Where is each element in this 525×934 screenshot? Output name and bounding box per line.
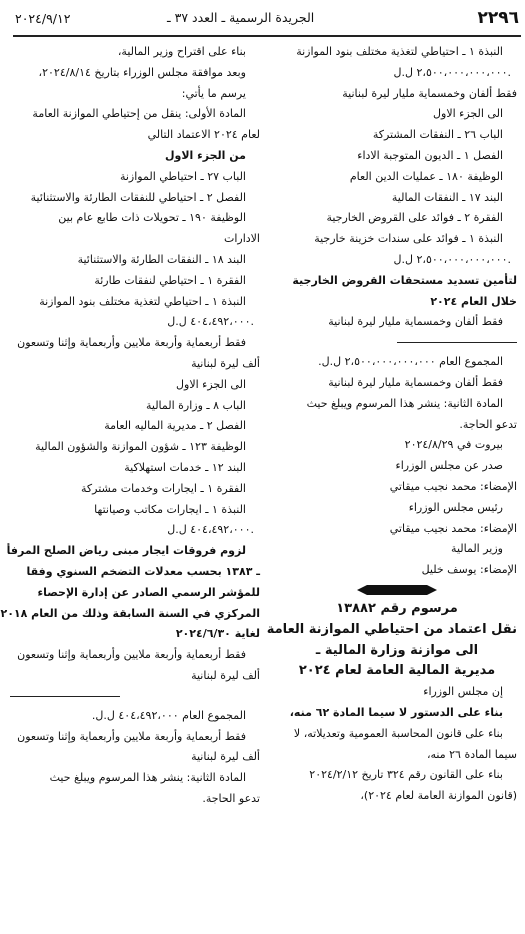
text-line: المادة الثانية: ينشر هذا المرسوم ويبلغ حيث: [306, 396, 503, 410]
text-line: لتأمين تسديد مستحقات القروض الخارجية: [292, 273, 517, 287]
text-line: وبعد موافقة مجلس الوزراء بتاريخ ٢٠٢٤/٨/١٤،: [38, 65, 246, 79]
text-line: الفصل ١ ـ الديون المتوجبة الاداء: [357, 148, 503, 162]
text-line: البند ١٨ ـ النفقات الطارئة والاستثنائية: [77, 252, 246, 266]
text-line: الى الجزء الاول: [176, 377, 246, 391]
text-line: لزوم فروقات ايجار مبنى رياض الصلح المرفأ: [6, 544, 246, 558]
divider-line: [397, 342, 517, 343]
text-line: النبذة ١ ـ فوائد على سندات خزينة خارجية: [314, 232, 503, 246]
text-line: تدعو الحاجة.: [459, 417, 517, 431]
text-line: ٤٠٤،٤٩٢،٠٠٠ ل.ل.: [167, 523, 254, 537]
text-line: البند ١٧ ـ النفقات المالية: [391, 190, 503, 204]
text-line: الوظيفة ١٢٣ ـ شؤون الموازنة والشؤون المالية: [35, 440, 246, 454]
gazette-title: الجريدة الرسمية ـ العدد ٣٧ ـ: [167, 10, 315, 25]
page-number: ٢٢٩٦: [477, 8, 519, 28]
text-line: يرسم ما يأتي:: [181, 86, 246, 100]
text-line: الباب ٢٧ ـ احتياطي الموازنة: [119, 169, 246, 183]
text-line: فقط ألفان وخمسماية مليار ليرة لبنانية: [328, 315, 503, 329]
text-line: المادة الثانية: ينشر هذا المرسوم ويبلغ حيث: [49, 771, 246, 785]
text-line: الوظيفة ١٨٠ ـ عمليات الدين العام: [349, 169, 503, 183]
divider-line: [10, 696, 120, 697]
text-line: النبذة ١ ـ احتياطي لتغذية مختلف بنود الموازنة: [39, 294, 246, 308]
text-line: الفصل ٢ ـ مديرية الماليه العامة: [104, 419, 246, 433]
text-line: الى موازنة وزارة المالية ـ: [315, 642, 479, 658]
text-line: خلال العام ٢٠٢٤: [430, 294, 517, 308]
text-line: الإمضاء: محمد نجيب ميقاتي: [389, 479, 517, 493]
text-line: ألف ليرة لبنانية: [191, 668, 260, 682]
text-line: ألف ليرة لبنانية: [191, 356, 260, 370]
text-line: ٢،٥٠٠،٠٠٠،٠٠٠،٠٠٠ ل.ل.: [393, 65, 511, 79]
page-header: [15, 6, 519, 36]
text-line: ـ ١٣٨٣ بحسب معدلات التضخم السنوي وفقا: [26, 564, 260, 578]
text-line: بناء على الدستور لا سيما المادة ٦٢ منه،: [289, 705, 503, 719]
text-line: فقط أربعماية وأربعة ملايين وأربعماية وإثنا وتسعون: [17, 729, 246, 743]
text-line: الادارات: [223, 232, 260, 246]
text-line: الباب ٢٦ ـ النفقات المشتركة: [372, 128, 503, 142]
text-line: مديرية المالية العامة لعام ٢٠٢٤: [298, 663, 496, 679]
text-line: الإمضاء: محمد نجيب ميقاتي: [389, 521, 517, 535]
text-line: الى الجزء الاول: [433, 107, 503, 121]
right-column: [266, 42, 517, 807]
text-line: فقط ألفان وخمسماية مليار ليرة لبنانية: [328, 375, 503, 389]
text-line: الإمضاء: يوسف خليل: [421, 563, 517, 577]
text-line: بيروت في ٢٠٢٤/٨/٢٩: [404, 438, 503, 452]
text-line: للمؤشر الرسمي الصادر عن إدارة الإحصاء: [37, 585, 260, 599]
section-ornament: [277, 581, 517, 599]
text-line: بناء على القانون رقم ٣٢٤ تاريخ ٢٠٢٤/٢/١٢: [309, 768, 503, 782]
header-rule: [13, 35, 521, 37]
text-line: ٤٠٤،٤٩٢،٠٠٠ ل.ل.: [167, 315, 254, 329]
text-line: من الجزء الاول: [164, 148, 246, 162]
text-line: ألف ليرة لبنانية: [191, 750, 260, 764]
text-line: (قانون الموازنة العامة لعام ٢٠٢٤)،: [360, 789, 517, 803]
text-line: الفقرة ١ ـ ايجارات وخدمات مشتركة: [80, 481, 246, 495]
text-line: البند ١٢ ـ خدمات استهلاكية: [124, 460, 246, 474]
text-line: المركزي في السنة السابقة وذلك من العام ٢٠١٨: [0, 606, 260, 620]
text-line: وزير المالية: [451, 542, 503, 556]
text-line: صدر عن مجلس الوزراء: [395, 459, 503, 473]
text-line: الباب ٨ ـ وزارة المالية: [145, 398, 246, 412]
text-line: فقط أربعماية وأربعة ملايين وأربعماية وإثنا وتسعون: [17, 336, 246, 350]
text-line: لعام ٢٠٢٤ الاعتماد التالي: [147, 128, 260, 142]
text-line: بناء على اقتراح وزير المالية،: [117, 45, 246, 58]
text-line: بناء على قانون المحاسبة العمومية وتعديلاته، لا: [293, 726, 503, 740]
text-line: لغاية ٢٠٢٤/٦/٣٠: [175, 627, 260, 641]
text-line: النبذة ١ ـ ايجارات مكاتب وصيانتها: [94, 502, 246, 516]
text-line: مرسوم رقم ١٣٨٨٢: [336, 600, 458, 616]
issue-date: ٢٠٢٤/٩/١٢: [15, 11, 71, 26]
text-line: فقط أربعماية وأربعة ملايين وأربعماية وإثنا وتسعون: [17, 648, 246, 662]
text-line: الفقرة ١ ـ احتياطي لنفقات طارئة: [94, 273, 246, 287]
text-line: سيما المادة ٢٦ منه،: [426, 747, 517, 761]
left-column: [0, 42, 260, 810]
text-line: تدعو الحاجة.: [202, 791, 260, 805]
text-line: النبذة ١ ـ احتياطي لتغذية مختلف بنود الموازنة: [296, 45, 503, 58]
text-line: فقط ألفان وخمسماية مليار ليرة لبنانية: [342, 86, 517, 100]
text-line: نقل اعتماد من احتياطي الموازنة العامة: [266, 621, 517, 637]
text-line: المجموع العام ٢،٥٠٠،٠٠٠،٠٠٠،٠٠٠ ل.ل.: [318, 355, 503, 369]
text-line: المادة الأولى: ينقل من إحتياطي الموازنة العامة: [32, 107, 246, 121]
text-line: إن مجلس الوزراء: [423, 685, 503, 699]
text-line: الوظيفة ١٩٠ ـ تحويلات ذات طابع عام بين: [58, 211, 246, 225]
text-line: الفصل ٢ ـ احتياطي للنفقات الطارئة والاستثنائية: [30, 190, 246, 204]
text-line: المجموع العام ٤٠٤،٤٩٢،٠٠٠ ل.ل.: [91, 708, 246, 722]
text-line: الفقرة ٢ ـ فوائد على القروض الخارجية: [326, 211, 503, 225]
text-line: ٢،٥٠٠،٠٠٠،٠٠٠،٠٠٠ ل.ل.: [393, 252, 511, 266]
text-line: رئيس مجلس الوزراء: [408, 500, 503, 514]
